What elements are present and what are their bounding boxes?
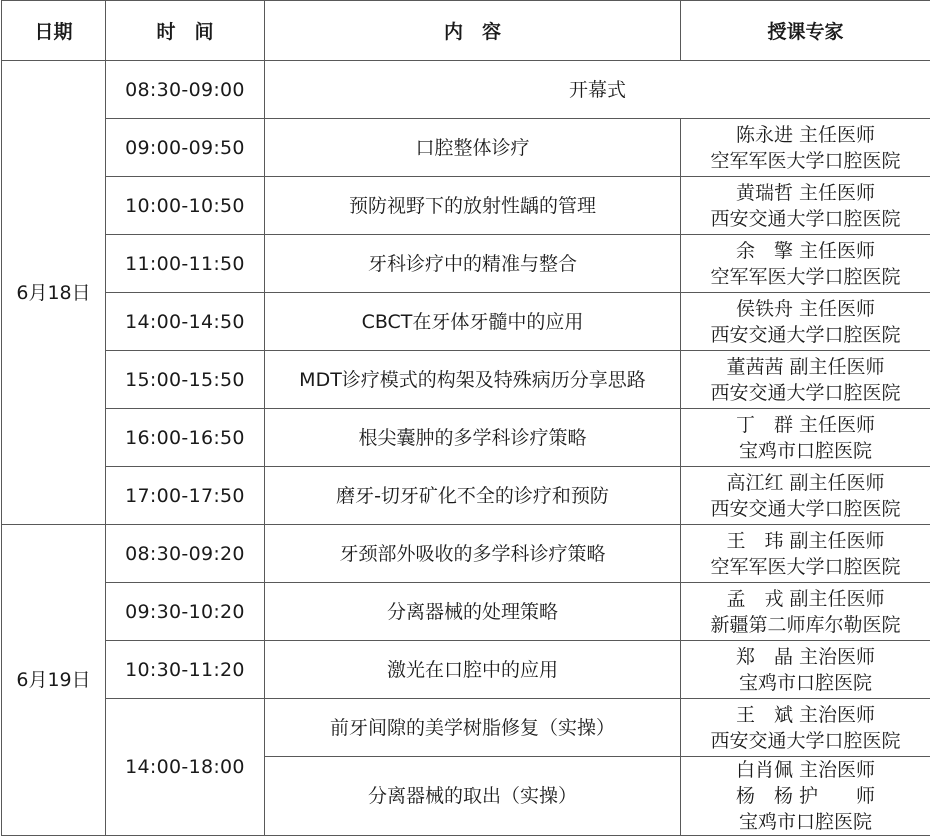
expert-name: 郑 晶 主治医师 xyxy=(735,645,876,668)
expert-cell xyxy=(681,641,930,699)
content-cell: 口腔整体诊疗 xyxy=(265,119,681,177)
expert-cell xyxy=(681,583,930,641)
expert-name: 黄瑞哲 主任医师 xyxy=(735,181,876,204)
expert-cell xyxy=(681,757,930,836)
time-cell: 09:30-10:20 xyxy=(106,583,265,641)
table-row xyxy=(2,699,930,757)
date-cell: 6月19日 xyxy=(2,525,106,836)
expert-name: 孟 戎 副主任医师 xyxy=(726,587,885,610)
expert-hospital: 宝鸡市口腔医院 xyxy=(738,811,872,833)
time-cell: 10:30-11:20 xyxy=(106,641,265,699)
expert-hospital: 新疆第二师库尔勒医院 xyxy=(710,613,901,636)
expert-cell xyxy=(681,235,930,293)
expert-name: 王 玮 副主任医师 xyxy=(726,529,885,552)
expert-cell xyxy=(681,177,930,235)
content-cell: 预防视野下的放射性龋的管理 xyxy=(265,177,681,235)
time-cell: 09:00-09:50 xyxy=(106,119,265,177)
schedule-table xyxy=(1,0,930,836)
content-cell: MDT诊疗模式的构架及特殊病历分享思路 xyxy=(265,351,681,409)
time-cell: 14:00-14:50 xyxy=(106,293,265,351)
expert-hospital: 空军军医大学口腔医院 xyxy=(710,265,901,288)
header-content: 内 容 xyxy=(265,1,681,61)
expert-hospital: 宝鸡市口腔医院 xyxy=(738,671,872,694)
expert-hospital: 宝鸡市口腔医院 xyxy=(738,439,872,462)
table-row xyxy=(2,293,930,351)
table-row xyxy=(2,409,930,467)
time-cell: 17:00-17:50 xyxy=(106,467,265,525)
expert-cell xyxy=(681,351,930,409)
expert-hospital: 西安交通大学口腔医院 xyxy=(710,207,901,230)
header-expert: 授课专家 xyxy=(681,1,930,61)
expert-name: 杨 杨 护 师 xyxy=(735,785,876,807)
expert-name: 陈永进 主任医师 xyxy=(735,123,876,146)
time-cell: 16:00-16:50 xyxy=(106,409,265,467)
expert-hospital: 西安交通大学口腔医院 xyxy=(710,323,901,346)
content-cell: CBCT在牙体牙髓中的应用 xyxy=(265,293,681,351)
content-cell: 开幕式 xyxy=(265,61,930,119)
expert-name: 王 斌 主治医师 xyxy=(735,703,876,726)
expert-name: 白肖佩 主治医师 xyxy=(735,759,876,781)
time-cell: 08:30-09:20 xyxy=(106,525,265,583)
table-row xyxy=(2,641,930,699)
header-row xyxy=(2,1,930,61)
content-cell: 根尖囊肿的多学科诊疗策略 xyxy=(265,409,681,467)
content-cell: 分离器械的处理策略 xyxy=(265,583,681,641)
table-row xyxy=(2,351,930,409)
table-row xyxy=(2,61,930,119)
expert-cell xyxy=(681,119,930,177)
content-cell: 牙科诊疗中的精准与整合 xyxy=(265,235,681,293)
expert-name: 董茜茜 副主任医师 xyxy=(726,355,885,378)
time-cell: 11:00-11:50 xyxy=(106,235,265,293)
content-cell: 分离器械的取出（实操） xyxy=(265,757,681,836)
table-row xyxy=(2,583,930,641)
table-row xyxy=(2,119,930,177)
content-cell: 激光在口腔中的应用 xyxy=(265,641,681,699)
expert-name: 丁 群 主任医师 xyxy=(735,413,876,436)
time-cell: 15:00-15:50 xyxy=(106,351,265,409)
content-cell: 磨牙-切牙矿化不全的诊疗和预防 xyxy=(265,467,681,525)
table-row xyxy=(2,525,930,583)
time-cell: 14:00-18:00 xyxy=(106,699,265,836)
expert-cell xyxy=(681,467,930,525)
table-row xyxy=(2,235,930,293)
expert-cell xyxy=(681,525,930,583)
time-cell: 08:30-09:00 xyxy=(106,61,265,119)
expert-name: 侯铁舟 主任医师 xyxy=(735,297,876,320)
content-cell: 前牙间隙的美学树脂修复（实操） xyxy=(265,699,681,757)
expert-cell xyxy=(681,293,930,351)
expert-cell xyxy=(681,409,930,467)
header-date: 日期 xyxy=(2,1,106,61)
header-time: 时 间 xyxy=(106,1,265,61)
content-cell: 牙颈部外吸收的多学科诊疗策略 xyxy=(265,525,681,583)
expert-name: 余 擎 主任医师 xyxy=(735,239,876,262)
expert-hospital: 空军军医大学口腔医院 xyxy=(710,555,901,578)
expert-name: 高江红 副主任医师 xyxy=(726,471,885,494)
expert-hospital: 西安交通大学口腔医院 xyxy=(710,729,901,752)
expert-hospital: 西安交通大学口腔医院 xyxy=(710,497,901,520)
table-row xyxy=(2,467,930,525)
date-cell: 6月18日 xyxy=(2,61,106,525)
expert-hospital: 西安交通大学口腔医院 xyxy=(710,381,901,404)
expert-cell xyxy=(681,699,930,757)
table-row xyxy=(2,177,930,235)
time-cell: 10:00-10:50 xyxy=(106,177,265,235)
expert-hospital: 空军军医大学口腔医院 xyxy=(710,149,901,172)
